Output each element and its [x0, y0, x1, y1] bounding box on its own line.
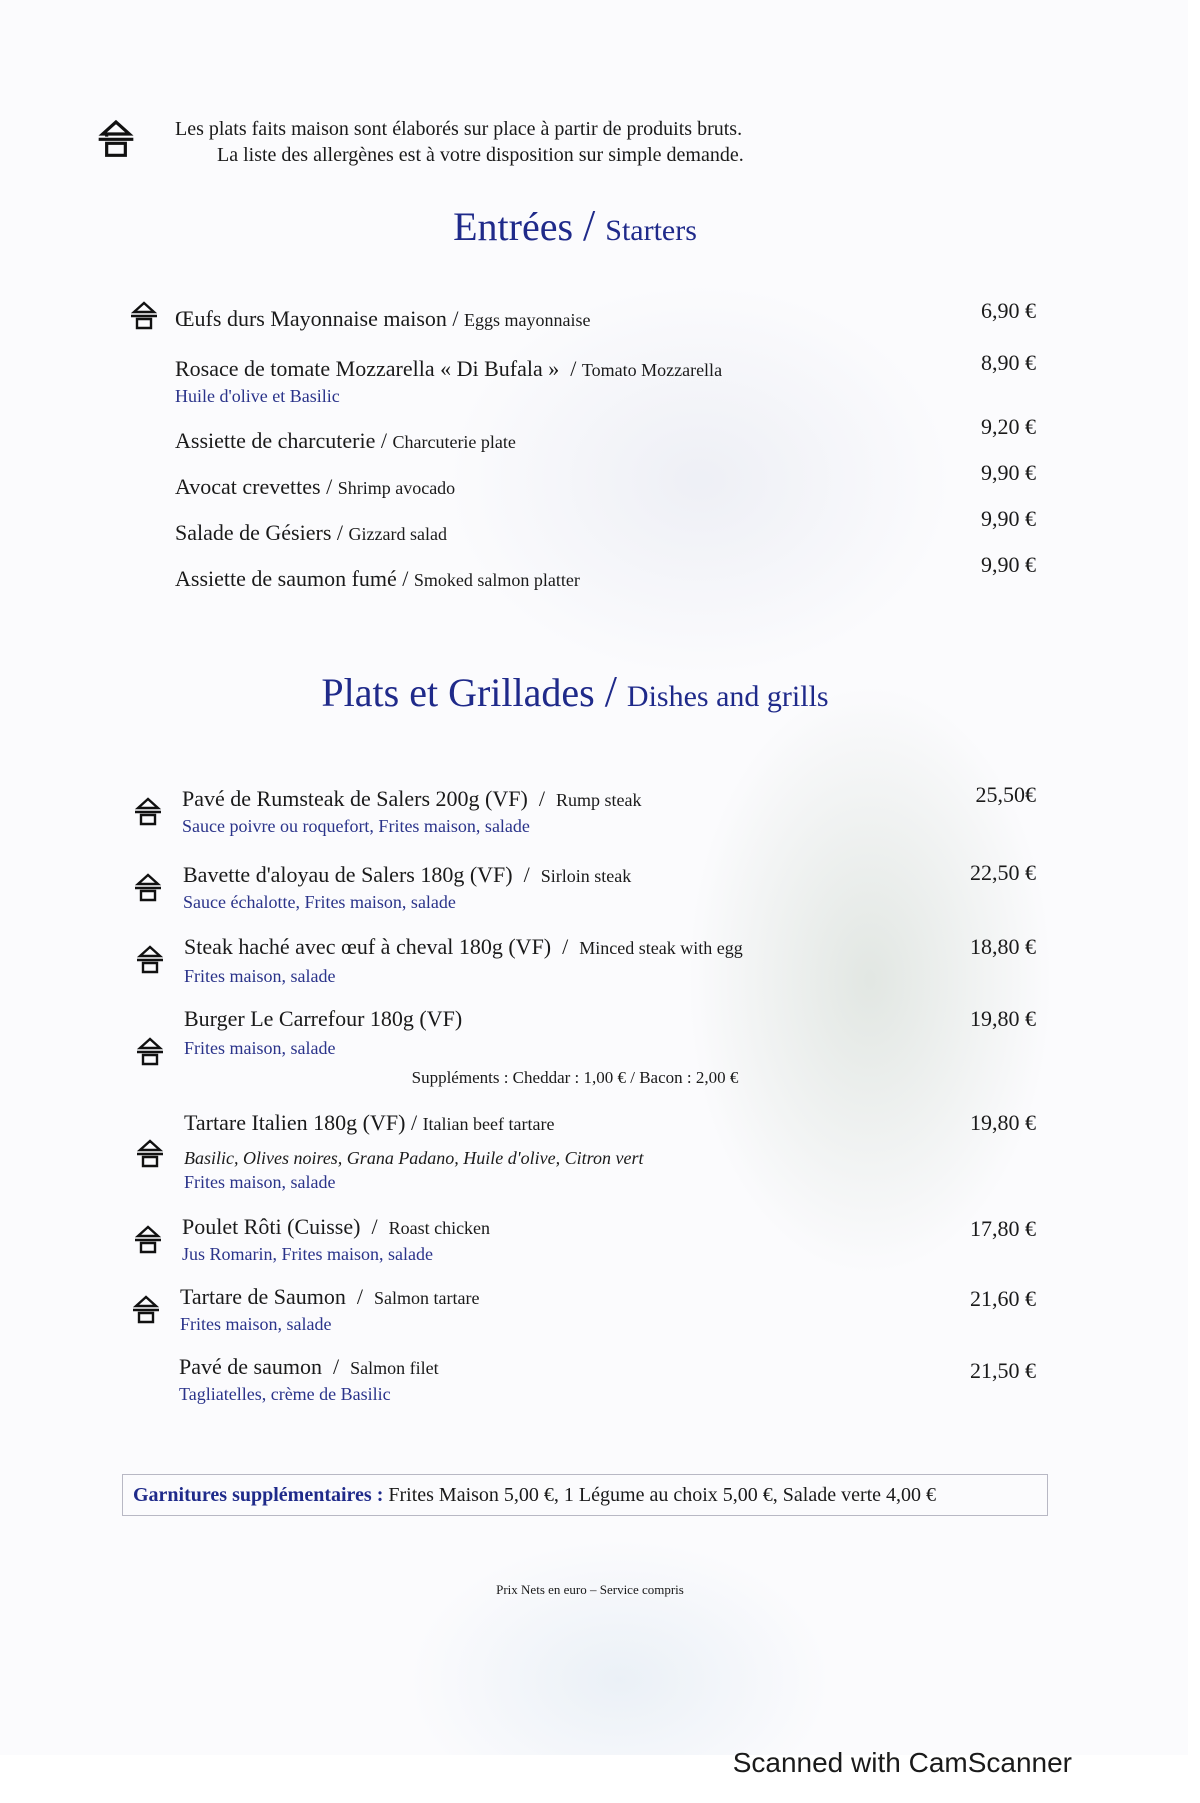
- house-made-icon: [134, 1224, 162, 1254]
- supplements-note: Suppléments : Cheddar : 1,00 € / Bacon : 2,00 €: [411, 1068, 739, 1087]
- section-heading-starters: [0, 200, 1150, 251]
- item-name: Assiette de saumon fumé / Smoked salmon platter: [175, 566, 580, 591]
- item-name: Bavette d'aloyau de Salers 180g (VF) / Sirloin steak: [183, 862, 632, 887]
- heading-separator: /: [604, 667, 617, 716]
- item-name: Rosace de tomate Mozzarella « Di Bufala » / Tomato Mozzarella: [175, 356, 723, 381]
- item-description: Tagliatelles, crème de Basilic: [179, 1384, 391, 1404]
- item-description: Frites maison, salade: [184, 1038, 336, 1058]
- notice-line-1: Les plats faits maison sont élaborés sur place à partir de produits bruts.: [175, 118, 743, 140]
- item-description: Jus Romarin, Frites maison, salade: [182, 1244, 433, 1264]
- item-name: Assiette de charcuterie / Charcuterie plate: [175, 428, 516, 453]
- item-price: 19,80 €: [970, 1110, 1036, 1135]
- item-price: 8,90 €: [981, 350, 1036, 375]
- notice-line-2: La liste des allergènes est à votre disposition sur simple demande.: [217, 144, 744, 166]
- heading-separator: /: [583, 201, 596, 250]
- item-description: Sauce échalotte, Frites maison, salade: [183, 892, 456, 912]
- house-made-icon: [136, 1036, 164, 1066]
- house-made-icon: [136, 944, 164, 974]
- scanner-watermark: Scanned with CamScanner: [732, 1747, 1072, 1778]
- house-made-notice: [175, 116, 815, 168]
- item-name: Avocat crevettes / Shrimp avocado: [175, 474, 456, 499]
- item-price: 9,20 €: [981, 414, 1036, 439]
- item-name: Steak haché avec œuf à cheval 180g (VF) / Minced steak with egg: [184, 934, 743, 959]
- item-name: Burger Le Carrefour 180g (VF): [184, 1006, 463, 1031]
- item-ingredients: Basilic, Olives noires, Grana Padano, Huile d'olive, Citron vert: [184, 1148, 644, 1168]
- heading-fr: Plats et Grillades: [321, 670, 595, 715]
- item-price: 22,50 €: [970, 860, 1036, 885]
- house-made-icon: [130, 300, 158, 330]
- item-name: Pavé de Rumsteak de Salers 200g (VF) / Rump steak: [182, 786, 642, 811]
- item-name: Œufs durs Mayonnaise maison / Eggs mayonnaise: [175, 306, 591, 331]
- item-price: 18,80 €: [970, 934, 1036, 959]
- item-description: Frites maison, salade: [184, 1172, 336, 1192]
- house-made-icon: [132, 1294, 160, 1324]
- item-price: 17,80 €: [970, 1216, 1036, 1241]
- item-name: Tartare Italien 180g (VF) / Italian beef tartare: [184, 1110, 555, 1135]
- extra-sides-box: [122, 1474, 1048, 1516]
- item-name: Pavé de saumon / Salmon filet: [179, 1354, 439, 1379]
- heading-fr: Entrées: [453, 204, 574, 249]
- item-price: 9,90 €: [981, 460, 1036, 485]
- item-price: 21,60 €: [970, 1286, 1036, 1311]
- house-made-icon: [134, 796, 162, 826]
- item-description: Frites maison, salade: [180, 1314, 332, 1334]
- item-description: Huile d'olive et Basilic: [175, 386, 340, 406]
- price-footnote: Prix Nets en euro – Service compris: [496, 1582, 684, 1597]
- item-name: Poulet Rôti (Cuisse) / Roast chicken: [182, 1214, 491, 1239]
- extra-sides-label: Garnitures supplémentaires :: [133, 1484, 384, 1506]
- house-made-icon: [136, 1138, 164, 1168]
- house-made-icon: [96, 118, 136, 158]
- extra-sides-text: Frites Maison 5,00 €, 1 Légume au choix 5,00 €, Salade verte 4,00 €: [388, 1484, 937, 1506]
- house-made-icon: [134, 872, 162, 902]
- item-price: 6,90 €: [981, 298, 1036, 323]
- heading-en: Dishes and grills: [626, 680, 829, 713]
- item-name: Tartare de Saumon / Salmon tartare: [180, 1284, 480, 1309]
- item-description: Sauce poivre ou roquefort, Frites maison, salade: [182, 816, 530, 836]
- item-price: 25,50€: [975, 782, 1036, 807]
- item-description: Frites maison, salade: [184, 966, 336, 986]
- heading-en: Starters: [605, 214, 697, 247]
- item-price: 9,90 €: [981, 552, 1036, 577]
- item-price: 19,80 €: [970, 1006, 1036, 1031]
- item-name: Salade de Gésiers / Gizzard salad: [175, 520, 447, 545]
- section-heading-dishes: [0, 666, 1150, 717]
- item-price: 21,50 €: [970, 1358, 1036, 1383]
- item-price: 9,90 €: [981, 506, 1036, 531]
